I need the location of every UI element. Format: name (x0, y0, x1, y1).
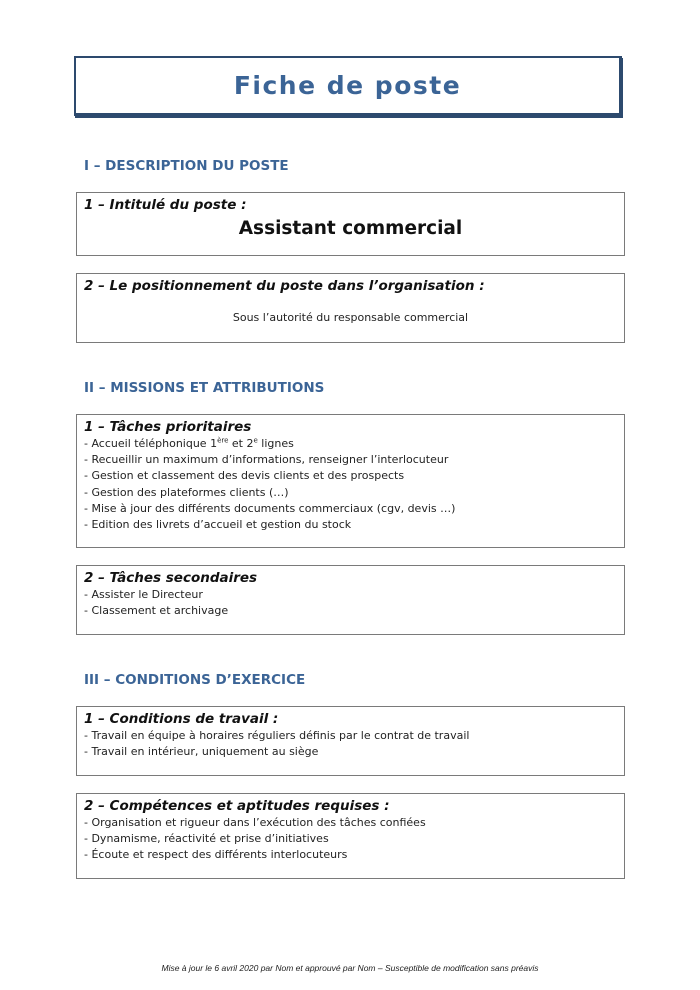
list-item: - Recueillir un maximum d’informations, renseigner l’interlocuteur (84, 453, 449, 467)
list-item: - Classement et archivage (84, 604, 229, 618)
list-item: - Travail en intérieur, uniquement au siège (84, 745, 319, 759)
taches-secondaires-list (84, 587, 617, 619)
taches-secondaires-box (76, 565, 625, 635)
competences-box (76, 793, 625, 879)
positionnement-value: Sous l’autorité du responsable commercial (232, 311, 469, 324)
section-heading-missions: II – MISSIONS ET ATTRIBUTIONS (84, 380, 325, 396)
job-title: Assistant commercial (238, 218, 463, 239)
taches-secondaires-label: 2 – Tâches secondaires (84, 570, 258, 586)
list-item: - Organisation et rigueur dans l’exécution des tâches confiées (84, 816, 426, 829)
intitule-box (76, 192, 625, 256)
positionnement-box (76, 273, 625, 343)
footer-note: Mise à jour le 6 avril 2020 par Nom et approuvé par Nom – Susceptible de modification sans préavis (161, 963, 539, 973)
intitule-label: 1 – Intitulé du poste : (84, 197, 247, 213)
conditions-travail-label: 1 – Conditions de travail : (84, 711, 279, 727)
conditions-travail-list (84, 728, 617, 760)
list-item: - Dynamisme, réactivité et prise d’initiatives (84, 832, 329, 846)
section-heading-conditions: III – CONDITIONS D’EXERCICE (84, 672, 306, 688)
taches-prioritaires-box (76, 414, 625, 548)
list-item: - Edition des livrets d’accueil et gestion du stock (84, 518, 352, 532)
list-item: - Écoute et respect des différents interlocuteurs (84, 848, 348, 862)
list-item: - Gestion et classement des devis clients et des prospects (84, 469, 405, 483)
section-heading-description: I – DESCRIPTION DU POSTE (84, 158, 289, 174)
list-item-accueil: - Accueil téléphonique 1ère et 2e lignes (84, 436, 294, 450)
list-item: - Travail en équipe à horaires réguliers définis par le contrat de travail (84, 729, 470, 742)
taches-prioritaires-list (84, 436, 617, 533)
list-item: - Assister le Directeur (84, 588, 203, 601)
competences-label: 2 – Compétences et aptitudes requises : (84, 798, 390, 814)
taches-prioritaires-label: 1 – Tâches prioritaires (84, 419, 252, 435)
conditions-travail-box (76, 706, 625, 776)
list-item: - Gestion des plateformes clients (…) (84, 485, 289, 499)
page-title: Fiche de poste (233, 71, 462, 100)
positionnement-label: 2 – Le positionnement du poste dans l’organisation : (84, 278, 485, 294)
competences-list (84, 815, 617, 864)
title-box (74, 56, 622, 116)
list-item: - Mise à jour des différents documents commerciaux (cgv, devis …) (84, 501, 456, 515)
